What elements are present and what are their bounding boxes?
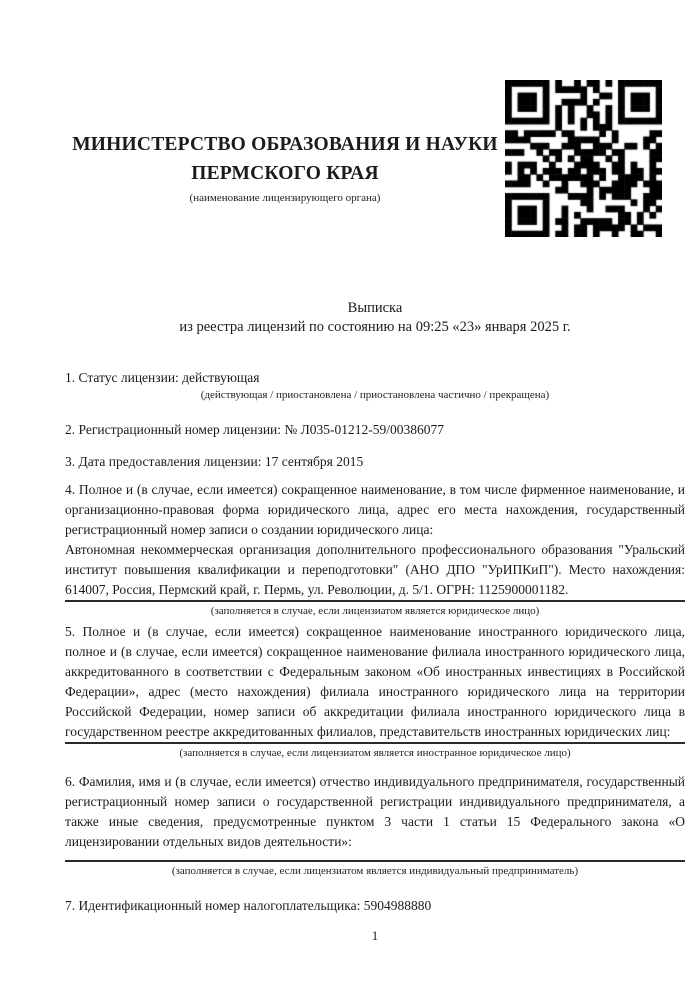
- item-registration-number: 2. Регистрационный номер лицензии: № Л035-01212-59/00386077: [65, 422, 445, 437]
- ministry-name-line1: МИНИСТЕРСТВО ОБРАЗОВАНИЯ И НАУКИ: [72, 134, 498, 155]
- page-number: 1: [371, 928, 379, 943]
- item-entrepreneur-caption: (заполняется в случае, если лицензиатом является индивидуальный предприниматель): [171, 865, 579, 877]
- item-legal-entity-caption: (заполняется в случае, если лицензиатом является юридическое лицо): [210, 605, 540, 617]
- item-entrepreneur-question: 6. Фамилия, имя и (в случае, если имеется) отчество индивидуального предпринимателя, государственный регистрационный номер записи о государственной регистрации индивидуального предпринимателя, а также иные сведения, предусмотренные пунктом 3 части 1 статьи 15 Федерального закона «О лицензировании отдельных видов деятельности»:: [65, 774, 685, 849]
- item-grant-date: 3. Дата предоставления лицензии: 17 сентября 2015: [65, 454, 364, 469]
- item-foreign-entity-caption: (заполняется в случае, если лицензиатом является иностранное юридическое лицо): [179, 747, 571, 759]
- item-license-status-caption: (действующая / приостановлена / приостановлена частично / прекращена): [200, 389, 550, 401]
- separator-line: [65, 860, 685, 862]
- item-legal-entity-question: 4. Полное и (в случае, если имеется) сокращенное наименование, в том числе фирменное наименование, и организационно-правовая форма юридического лица, адрес его места нахождения, государственный регистрационный номер записи о создании юридического лица:: [65, 482, 685, 537]
- document-title-block: [65, 299, 685, 337]
- ministry-name: [65, 130, 505, 188]
- document-header: [0, 0, 700, 237]
- licensing-authority-block: [65, 80, 505, 204]
- qr-code-icon: [505, 80, 662, 237]
- ministry-name-line2: ПЕРМСКОГО КРАЯ: [191, 163, 379, 184]
- separator-line: [65, 600, 685, 602]
- document-body: [65, 368, 685, 916]
- item-legal-entity-answer: Автономная некоммерческая организация дополнительного профессионального образования "Уральский институт повышения квалификации и переподготовки" (АНО ДПО "УрИПКиП"). Место нахождения: 614007, Россия, Пермский край, г. Пермь, ул. Революции, д. 5/1. ОГРН: 1125900001182.: [65, 542, 685, 597]
- document-title: Выписка: [347, 300, 403, 316]
- document-status-line: из реестра лицензий по состоянию на 09:25 «23» января 2025 г.: [179, 319, 571, 335]
- item-license-status: 1. Статус лицензии: действующая: [65, 370, 260, 385]
- item-taxpayer-number: 7. Идентификационный номер налогоплательщика: 5904988880: [65, 898, 432, 913]
- separator-line: [65, 742, 685, 744]
- ministry-caption: (наименование лицензирующего органа): [189, 192, 381, 204]
- item-foreign-entity-question: 5. Полное и (в случае, если имеется) сокращенное наименование иностранного юридического лица, полное и (в случае, если имеется) сокращенное наименование филиала иностранного юридического лица, аккредитованного в соответствии с Федеральным законом «Об иностранных инвестициях в Российской Федерации», адрес (место нахождения) филиала иностранного юридического лица на территории Российской Федерации, номер записи об аккредитации филиала иностранного юридического лица в государственном реестре аккредитованных филиалов, представительств иностранных юридических лиц:: [65, 624, 685, 739]
